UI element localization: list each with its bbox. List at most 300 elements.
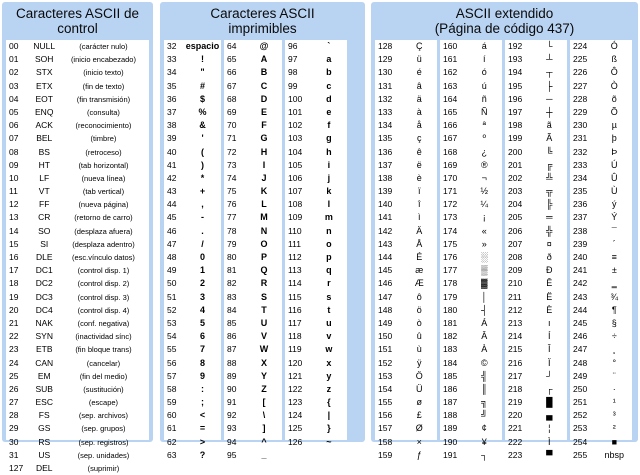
code-cell: 250 <box>573 383 588 394</box>
code-cell: 161 <box>443 54 458 65</box>
code-cell: 105 <box>288 159 303 170</box>
char-cell: Ü <box>416 383 423 394</box>
char-cell: É <box>416 252 423 262</box>
char-cell: P <box>260 252 267 262</box>
table-row <box>505 436 567 449</box>
code-cell: 89 <box>227 370 237 381</box>
char-cell: c <box>326 80 332 91</box>
table-row <box>224 449 282 462</box>
char-cell: M <box>260 212 268 223</box>
code-cell: 120 <box>288 357 303 368</box>
code-cell: 115 <box>288 291 302 302</box>
char-cell: ╩ <box>546 172 553 183</box>
description-cell: (sep. registros) <box>78 437 129 447</box>
code-cell: 233 <box>573 159 588 170</box>
char-cell: ä <box>416 93 422 104</box>
abbrev-cell: US <box>38 449 51 460</box>
code-cell: 104 <box>288 146 303 157</box>
table-row <box>505 185 567 198</box>
table-row <box>285 343 347 356</box>
char-cell: n <box>326 225 332 236</box>
table-row <box>6 119 149 132</box>
char-cell: ÷ <box>611 331 617 342</box>
table-row <box>570 304 632 317</box>
char-cell: ì <box>418 212 421 223</box>
table-row <box>440 119 502 132</box>
table-row <box>285 225 347 238</box>
description-cell: (control disp. 4) <box>77 305 130 315</box>
char-cell: ® <box>480 159 488 170</box>
table-row <box>440 357 502 370</box>
table-row <box>505 159 567 172</box>
table-row <box>164 449 221 462</box>
code-cell: 113 <box>288 265 302 276</box>
extended-chars-table <box>375 40 634 460</box>
code-cell: 86 <box>227 331 237 342</box>
code-cell: 172 <box>443 199 458 210</box>
code-cell: 59 <box>167 397 177 408</box>
table-row <box>6 383 149 396</box>
char-cell: | <box>327 410 331 421</box>
char-cell: ' <box>201 133 204 144</box>
table-row <box>375 436 437 449</box>
code-cell: 103 <box>288 133 303 144</box>
table-row <box>375 225 437 238</box>
code-cell: 82 <box>227 278 237 289</box>
code-cell: 30 <box>9 436 19 447</box>
table-row <box>6 396 149 409</box>
code-cell: 248 <box>573 357 588 368</box>
table-row <box>6 66 149 79</box>
char-cell: Ö <box>415 370 423 381</box>
table-row <box>505 409 567 422</box>
char-cell: " <box>200 67 205 78</box>
code-cell: 143 <box>378 238 393 249</box>
code-cell: 190 <box>443 436 458 447</box>
table-row <box>285 317 347 330</box>
code-cell: 215 <box>508 344 523 355</box>
char-cell: + <box>199 186 206 197</box>
abbrev-cell: ESC <box>35 397 53 408</box>
table-row <box>285 251 347 264</box>
char-cell: ; <box>201 397 205 408</box>
char-cell: D <box>260 93 268 104</box>
table-row <box>6 409 149 422</box>
char-cell: ç <box>417 133 422 144</box>
char-cell: æ <box>415 265 424 276</box>
char-cell: ö <box>416 304 422 315</box>
code-cell: 19 <box>9 291 19 302</box>
table-row <box>224 409 282 422</box>
code-cell: 42 <box>167 172 177 183</box>
table-row <box>440 132 502 145</box>
description-cell: (sustitución) <box>83 384 124 394</box>
code-cell: 163 <box>443 80 458 91</box>
table-row <box>570 409 632 422</box>
char-cell: ╝ <box>481 410 488 421</box>
table-row <box>570 264 632 277</box>
code-cell: 17 <box>9 265 19 276</box>
char-cell: Ç <box>416 41 423 51</box>
code-cell: 111 <box>288 238 301 249</box>
code-cell: 93 <box>227 423 237 434</box>
char-cell: ¼ <box>480 199 489 210</box>
char-cell: · <box>612 383 616 394</box>
char-cell: ù <box>416 344 422 355</box>
char-cell: ã <box>546 120 552 131</box>
code-cell: 227 <box>573 80 588 91</box>
code-cell: 05 <box>9 106 19 117</box>
abbrev-cell: SYN <box>35 331 53 342</box>
abbrev-cell: ACK <box>35 120 53 131</box>
table-row <box>6 172 149 185</box>
code-cell: 242 <box>573 278 588 289</box>
table-row <box>6 225 149 238</box>
table-row <box>164 422 221 435</box>
code-cell: 76 <box>227 199 237 210</box>
code-cell: 213 <box>508 317 523 328</box>
code-cell: 175 <box>443 238 458 249</box>
char-cell: Î <box>548 344 551 355</box>
description-cell: (carácter nulo) <box>79 42 128 51</box>
description-cell: (retroceso) <box>85 147 122 157</box>
code-cell: 67 <box>227 80 237 91</box>
char-cell: - <box>201 212 205 223</box>
code-cell: 100 <box>288 93 303 104</box>
table-row <box>164 291 221 304</box>
code-cell: 43 <box>167 186 177 197</box>
code-cell: 49 <box>167 265 177 276</box>
table-row <box>505 291 567 304</box>
code-cell: 09 <box>9 159 19 170</box>
abbrev-cell: EOT <box>35 93 53 104</box>
char-cell: ╗ <box>481 397 488 408</box>
code-cell: 147 <box>378 291 393 302</box>
char-cell: ¨ <box>612 370 616 381</box>
table-row <box>224 317 282 330</box>
code-cell: 74 <box>227 172 237 183</box>
table-row <box>375 396 437 409</box>
table-row <box>505 66 567 79</box>
code-cell: 226 <box>573 67 588 78</box>
code-cell: 121 <box>288 370 303 381</box>
code-cell: 152 <box>378 357 393 368</box>
table-row <box>505 370 567 383</box>
description-cell: (desplaza adentro) <box>72 239 135 249</box>
code-cell: 184 <box>443 357 458 368</box>
abbrev-cell: NULL <box>33 41 56 51</box>
table-row <box>164 40 221 53</box>
code-cell: 182 <box>443 331 458 342</box>
code-cell: 180 <box>443 304 458 315</box>
code-cell: 203 <box>508 186 523 197</box>
table-row <box>164 80 221 93</box>
table-row <box>570 225 632 238</box>
code-cell: 236 <box>573 199 588 210</box>
code-cell: 72 <box>227 146 237 157</box>
code-cell: 252 <box>573 410 588 421</box>
char-cell: 0 <box>200 252 206 262</box>
table-column <box>285 40 347 447</box>
table-row <box>570 357 632 370</box>
table-row <box>505 172 567 185</box>
code-cell: 108 <box>288 199 303 210</box>
char-cell: ß <box>611 54 618 65</box>
abbrev-cell: BEL <box>36 133 53 144</box>
code-cell: 221 <box>508 423 523 434</box>
table-row <box>570 106 632 119</box>
code-cell: 140 <box>378 199 393 210</box>
char-cell: l <box>327 199 331 210</box>
table-row <box>285 330 347 343</box>
code-cell: 20 <box>9 304 19 315</box>
code-cell: 170 <box>443 172 458 183</box>
code-cell: 207 <box>508 238 523 249</box>
code-cell: 18 <box>9 278 19 289</box>
code-cell: 16 <box>9 252 19 262</box>
char-cell: ] <box>262 423 266 434</box>
char-cell: ▄ <box>546 410 553 421</box>
description-cell: (fin bloque trans) <box>75 345 132 355</box>
char-cell: Ø <box>415 423 423 434</box>
table-row <box>285 80 347 93</box>
code-cell: 01 <box>9 54 19 65</box>
code-cell: 159 <box>378 449 393 460</box>
table-row <box>570 370 632 383</box>
char-cell: k <box>326 186 332 197</box>
abbrev-cell: NAK <box>35 317 53 328</box>
table-column <box>505 40 567 460</box>
char-cell: Ë <box>546 291 553 302</box>
code-cell: 52 <box>167 304 177 315</box>
table-row <box>375 66 437 79</box>
code-cell: 192 <box>508 41 523 51</box>
table-row <box>505 251 567 264</box>
code-cell: 232 <box>573 146 588 157</box>
char-cell: ║ <box>481 383 488 394</box>
char-cell: q <box>326 265 332 276</box>
code-cell: 112 <box>288 252 302 262</box>
code-cell: 110 <box>288 225 302 236</box>
char-cell: ¸ <box>612 344 616 355</box>
char-cell: I <box>262 159 266 170</box>
table-row <box>6 291 149 304</box>
table-row <box>224 80 282 93</box>
table-row <box>6 357 149 370</box>
char-cell: î <box>418 199 421 210</box>
table-row <box>285 238 347 251</box>
description-cell: (nueva página) <box>78 200 129 210</box>
abbrev-cell: DC4 <box>35 304 53 315</box>
char-cell: § <box>611 317 617 328</box>
code-cell: 131 <box>378 80 393 91</box>
code-cell: 247 <box>573 344 588 355</box>
table-row <box>164 251 221 264</box>
char-cell: í <box>483 54 486 65</box>
code-cell: 156 <box>378 410 393 421</box>
table-row <box>224 119 282 132</box>
table-row <box>505 317 567 330</box>
code-cell: 153 <box>378 370 393 381</box>
table-row <box>505 238 567 251</box>
char-cell: z <box>326 383 332 394</box>
code-cell: 173 <box>443 212 458 223</box>
table-row <box>6 146 149 159</box>
code-cell: 53 <box>167 317 177 328</box>
char-cell: a <box>326 54 332 65</box>
table-row <box>505 343 567 356</box>
char-cell: Ó <box>610 41 618 51</box>
code-cell: 95 <box>227 449 237 460</box>
code-cell: 08 <box>9 146 19 157</box>
table-column <box>440 40 502 460</box>
code-cell: 64 <box>227 41 237 51</box>
code-cell: 244 <box>573 304 588 315</box>
char-cell: E <box>260 106 267 117</box>
control-chars-panel <box>2 2 153 473</box>
char-cell: ÿ <box>417 357 422 368</box>
table-row <box>224 53 282 66</box>
table-row <box>164 409 221 422</box>
table-row <box>285 93 347 106</box>
description-cell: (conf. negativa) <box>77 318 130 328</box>
description-cell: (fin de texto) <box>82 81 125 91</box>
table-row <box>570 238 632 251</box>
table-row <box>164 238 221 251</box>
char-cell: W <box>259 344 269 355</box>
abbrev-cell: HT <box>38 159 50 170</box>
char-cell: ╣ <box>481 370 488 381</box>
code-cell: 24 <box>9 357 19 368</box>
char-cell: g <box>326 133 332 144</box>
char-cell: e <box>326 106 332 117</box>
code-cell: 171 <box>443 186 458 197</box>
table-row <box>375 80 437 93</box>
code-cell: 174 <box>443 225 458 236</box>
code-cell: 239 <box>573 238 588 249</box>
table-row <box>164 119 221 132</box>
code-cell: 26 <box>9 383 19 394</box>
code-cell: 109 <box>288 212 303 223</box>
char-cell: 7 <box>200 344 206 355</box>
code-cell: 195 <box>508 80 523 91</box>
table-row <box>440 251 502 264</box>
table-row <box>164 159 221 172</box>
table-row <box>6 53 149 66</box>
table-row <box>440 449 502 462</box>
code-cell: 87 <box>227 344 237 355</box>
table-row <box>164 304 221 317</box>
code-cell: 139 <box>378 186 393 197</box>
code-cell: 135 <box>378 133 393 144</box>
table-row <box>570 185 632 198</box>
char-cell: 5 <box>200 317 206 328</box>
code-cell: 126 <box>288 436 303 447</box>
char-cell: « <box>481 225 487 236</box>
table-row <box>224 396 282 409</box>
code-cell: 177 <box>443 265 458 276</box>
table-row <box>285 277 347 290</box>
code-cell: 36 <box>167 93 177 104</box>
abbrev-cell: EM <box>37 370 51 381</box>
table-row <box>375 264 437 277</box>
abbrev-cell: CAN <box>35 357 54 368</box>
char-cell: F <box>261 120 267 131</box>
table-row <box>285 211 347 224</box>
table-row <box>375 317 437 330</box>
table-row <box>570 343 632 356</box>
table-row <box>375 211 437 224</box>
code-cell: 122 <box>288 383 303 394</box>
table-row <box>6 159 149 172</box>
abbrev-cell: SUB <box>35 383 53 394</box>
abbrev-cell: ENQ <box>35 106 54 117</box>
code-cell: 219 <box>508 397 523 408</box>
table-row <box>6 238 149 251</box>
char-cell: ┌ <box>546 383 553 394</box>
abbrev-cell: ETB <box>35 344 53 355</box>
code-cell: 55 <box>167 344 177 355</box>
table-row <box>375 251 437 264</box>
char-cell: Ä <box>416 225 423 236</box>
char-cell: m <box>324 212 333 223</box>
table-column <box>224 40 282 460</box>
char-cell: G <box>260 133 268 144</box>
code-cell: 141 <box>378 212 393 223</box>
char-cell: s <box>326 291 332 302</box>
table-row <box>6 304 149 317</box>
char-cell: Þ <box>611 146 618 157</box>
table-row <box>570 436 632 449</box>
table-row <box>505 396 567 409</box>
description-cell: (sep. grupos) <box>81 424 126 434</box>
char-cell: Å <box>416 238 423 249</box>
code-cell: 99 <box>288 80 298 91</box>
char-cell: ± <box>611 265 617 276</box>
code-cell: 202 <box>508 172 523 183</box>
code-cell: 200 <box>508 146 523 157</box>
table-row <box>505 422 567 435</box>
char-cell: ┤ <box>481 304 488 315</box>
extended-chars-panel <box>371 2 638 460</box>
char-cell: ▀ <box>546 449 553 460</box>
table-row <box>6 185 149 198</box>
code-cell: 81 <box>227 265 237 276</box>
char-cell: º <box>482 133 486 144</box>
char-cell: B <box>260 67 268 78</box>
table-row <box>375 409 437 422</box>
table-row <box>164 146 221 159</box>
code-cell: 183 <box>443 344 458 355</box>
char-cell: H <box>260 146 268 157</box>
table-row <box>224 330 282 343</box>
char-cell: ° <box>612 357 617 368</box>
char-cell: O <box>260 238 268 249</box>
table-row <box>224 357 282 370</box>
char-cell: â <box>416 80 422 91</box>
table-row <box>224 277 282 290</box>
table-row <box>440 211 502 224</box>
table-row <box>505 383 567 396</box>
table-row <box>570 40 632 53</box>
code-cell: 79 <box>227 238 237 249</box>
table-row <box>570 146 632 159</box>
char-cell: Ý <box>611 212 618 223</box>
code-cell: 125 <box>288 423 303 434</box>
char-cell: Í <box>548 331 551 342</box>
description-cell: (control disp. 3) <box>77 292 130 302</box>
table-row <box>440 383 502 396</box>
